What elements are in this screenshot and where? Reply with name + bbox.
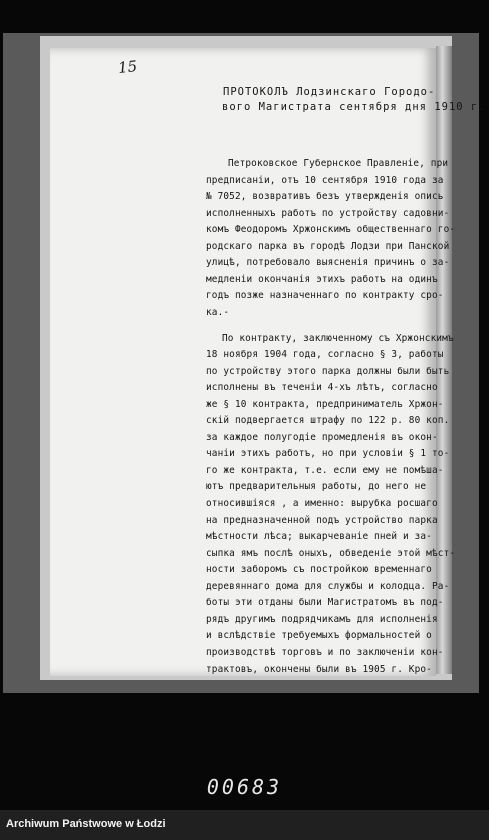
text-line: ка.- (206, 306, 230, 318)
text-line: исполнены въ теченіи 4-хъ лѣтъ, согласно (206, 382, 438, 394)
text-line: на предназначенной подъ устройство парка (206, 514, 438, 526)
text-line: исполненныхъ работъ по устройству садовни- (206, 207, 450, 219)
text-line: № 7052, возвративъ безъ утвержденія опись (206, 191, 444, 203)
text-line: ютъ предварительныя работы, до него не (206, 481, 427, 493)
text-line: го же контракта, т.е. если ему не помѣша- (206, 464, 444, 476)
text-line: родскаго парка въ городѣ Лодзи при Панской (206, 240, 450, 252)
text-line: по устройству этого парка должны были быть (206, 365, 450, 377)
text-line: относившіяся , а именно: вырубка росшаго (206, 498, 438, 509)
text-line: скій подвергается штрафу по 122 р. 80 коп. (206, 415, 450, 427)
text-line: сыпка ямъ послѣ оныхъ, обведеніе этой мѣст- (206, 547, 456, 559)
text-line: ности заборомъ съ постройкою временнаго (206, 564, 432, 576)
text-line: 18 ноября 1904 года, согласно § 3, работы (206, 349, 444, 361)
text-line: и вслѣдствіе требуемыхъ формальностей о (206, 630, 432, 642)
archive-label: Archiwum Państwowe w Łodzi (6, 818, 166, 830)
page-number-stamp: 00683 (206, 775, 283, 799)
text-line: боты эти отданы были Магистратомъ въ под- (206, 597, 444, 609)
text-line: медленіи окончанія этихъ работъ на одинъ (206, 273, 438, 285)
text-line: годъ позже назначеннаго по контракту сро- (206, 290, 444, 302)
text-line: за каждое полугодіе промедленія въ окон- (206, 431, 438, 443)
text-line: улицѣ, потребовало выясненія причинъ о за- (206, 257, 450, 269)
text-line: трактовъ, окончены были въ 1905 г. Кро- (206, 663, 432, 675)
text-line: комъ Феодоромъ Хржонскимъ общественнаго го- (206, 224, 456, 236)
archive-label-bar (0, 810, 489, 840)
text-line: деревяннаго дома для службы и колодца. Ра- (206, 580, 450, 592)
title-line: ПРОТОКОЛЪ Лодзинскаго Городо- (223, 86, 436, 98)
text-line: Петроковское Губернское Правленіе, при (228, 158, 449, 169)
text-line: же § 10 контракта, предприниматель Хржон- (206, 398, 444, 410)
text-line: рядъ другимъ подрядчикамъ для исполненія (206, 613, 438, 625)
text-line: производствѣ торговъ и по заключеніи кон- (206, 646, 444, 658)
folio-mark: 15 (117, 57, 138, 77)
text-line: чаніи этихъ работъ, но при условіи § 1 то- (206, 448, 450, 460)
text-line: предписаніи, отъ 10 сентября 1910 года за (206, 174, 444, 186)
title-line: вого Магистрата сентября дня 1910 г. (222, 101, 486, 113)
text-line: мѣстности лѣса; выкарчеваніе пней и за- (206, 531, 432, 543)
text-line: По контракту, заключенному съ Хржонскимъ (222, 332, 454, 344)
